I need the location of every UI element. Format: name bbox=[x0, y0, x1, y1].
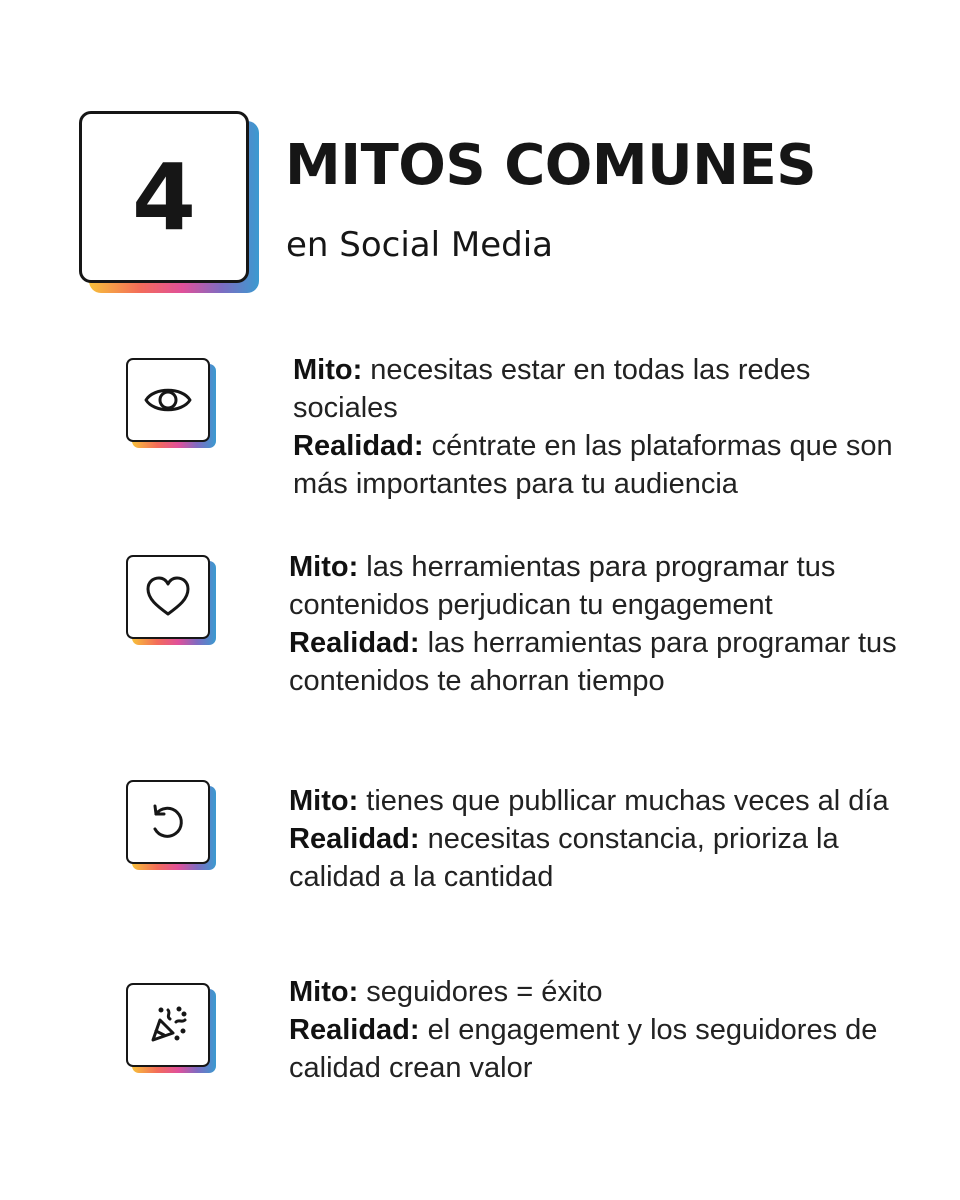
myth-text: seguidores = éxito bbox=[358, 976, 603, 1008]
myth-item-1 bbox=[293, 351, 903, 503]
myth-label: Mito: bbox=[293, 354, 363, 386]
myth-label: Mito: bbox=[289, 785, 359, 817]
heart-icon bbox=[141, 570, 195, 624]
reality-line bbox=[289, 624, 899, 700]
reality-label: Realidad: bbox=[289, 823, 420, 855]
page-subtitle: en Social Media bbox=[286, 225, 554, 265]
myth-label: Mito: bbox=[289, 551, 359, 583]
undo-arrow-icon bbox=[141, 795, 195, 849]
myth-text: las herramientas para programar tus contenidos perjudican tu engagement bbox=[289, 551, 836, 621]
myth-item-4 bbox=[289, 973, 899, 1087]
heart-icon-card bbox=[126, 555, 222, 651]
party-popper-icon bbox=[141, 998, 195, 1052]
undo-arrow-icon-card bbox=[126, 780, 222, 876]
myth-text: necesitas estar en todas las redes sociales bbox=[293, 354, 811, 424]
reality-line bbox=[289, 1011, 899, 1087]
reality-text: las herramientas para programar tus contenidos te ahorran tiempo bbox=[289, 627, 897, 697]
reality-label: Realidad: bbox=[289, 627, 420, 659]
reality-text: el engagement y los seguidores de calidad crean valor bbox=[289, 1014, 878, 1084]
party-popper-icon-card bbox=[126, 983, 222, 1079]
myth-count: 4 bbox=[131, 144, 196, 251]
page-title: MITOS COMUNES bbox=[285, 133, 817, 198]
myth-line bbox=[289, 548, 899, 624]
reality-line bbox=[289, 820, 899, 896]
reality-text: necesitas constancia, prioriza la calidad a la cantidad bbox=[289, 823, 839, 893]
reality-label: Realidad: bbox=[289, 1014, 420, 1046]
myth-line bbox=[289, 782, 899, 820]
myth-line bbox=[293, 351, 903, 427]
myth-item-2 bbox=[289, 548, 899, 700]
reality-line bbox=[293, 427, 903, 503]
myth-item-3 bbox=[289, 782, 899, 896]
reality-text: céntrate en las plataformas que son más importantes para tu audiencia bbox=[293, 430, 893, 500]
eye-icon bbox=[141, 373, 195, 427]
eye-icon-card bbox=[126, 358, 222, 454]
myth-line bbox=[289, 973, 899, 1011]
number-card-face bbox=[79, 111, 249, 283]
myth-text: tienes que publlicar muchas veces al día bbox=[358, 785, 889, 817]
myth-label: Mito: bbox=[289, 976, 359, 1008]
reality-label: Realidad: bbox=[293, 430, 424, 462]
